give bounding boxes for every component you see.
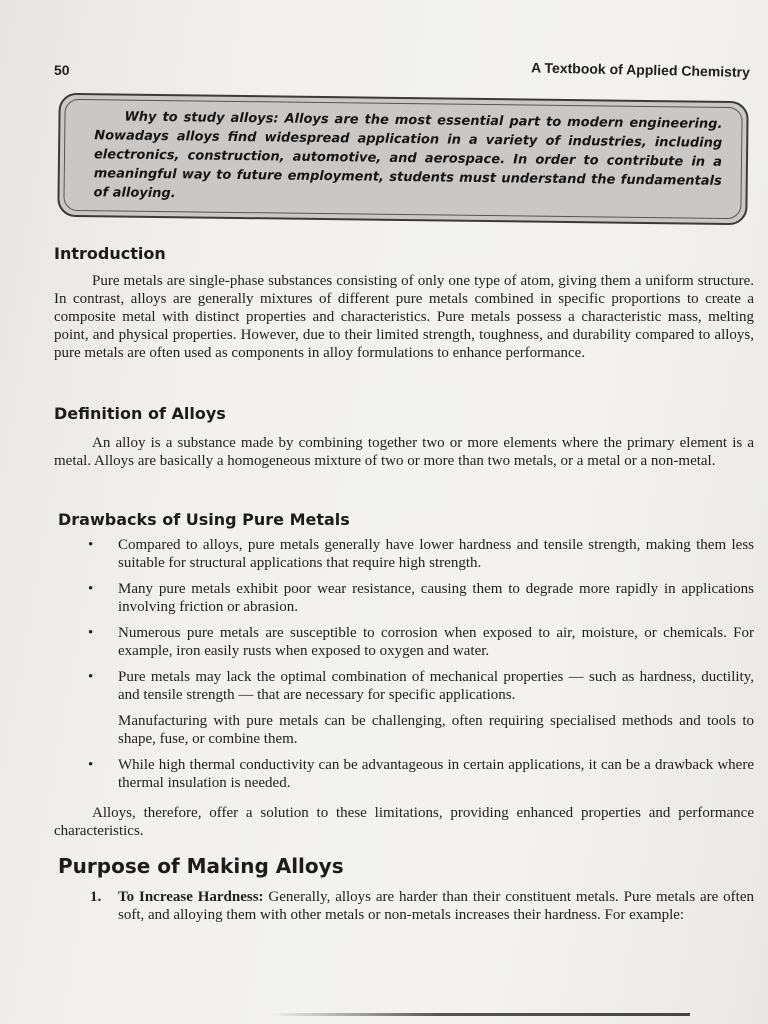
introduction-paragraph: Pure metals are single-phase substances consisting of only one type of atom, giving them a uniform structure. In contrast, alloys are generally mixtures of different pure metals combined in specific proportions to create a composite metal with distinct properties and characteristics. Pure metals possess a characteristic mass, melting point, and physical properties. However, due to their limited strength, toughness, and durability compared to alloys, pure metals are often used as components in alloy formulations to enhance performance. <box>54 273 754 361</box>
page-edge-shadow <box>270 1013 690 1016</box>
item-title: To Increase Hardness: <box>118 889 269 905</box>
page-number: 50 <box>54 62 70 78</box>
definition-heading: Definition of Alloys <box>54 404 226 423</box>
list-item <box>84 712 754 748</box>
list-item <box>84 580 754 616</box>
bullet-icon: • <box>88 625 94 641</box>
book-title: A Textbook of Applied Chemistry <box>531 59 751 80</box>
item-text: Generally, alloys are harder than their constituent metals. Pure metals are often soft, and alloying them with other metals or non-metals increases their hardness. For example: <box>118 889 755 923</box>
item-number: 1. <box>90 889 102 905</box>
drawbacks-conclusion: Alloys, therefore, offer a solution to these limitations, providing enhanced properties and performance characteristics. <box>54 805 754 839</box>
drawback-text: Compared to alloys, pure metals generally have lower hardness and tensile strength, making them less suitable for structural applications that require high strength. <box>118 537 754 571</box>
list-item <box>84 668 754 704</box>
drawbacks-heading: Drawbacks of Using Pure Metals <box>58 510 350 529</box>
bullet-icon: • <box>88 537 94 553</box>
introduction-heading: Introduction <box>54 244 166 263</box>
bullet-icon: • <box>88 669 94 685</box>
why-study-callout-box <box>57 93 748 225</box>
drawback-text: While high thermal conductivity can be advantageous in certain applications, it can be a drawback where thermal insulation is needed. <box>118 757 754 791</box>
purpose-item-1 <box>90 888 754 924</box>
definition-paragraph: An alloy is a substance made by combining together two or more elements where the primary element is a metal. Alloys are basically a homogeneous mixture of two or more than two metals, or a metal or a non-metal. <box>54 435 754 469</box>
list-item <box>84 756 754 792</box>
callout-text: Why to study alloys: Alloys are the most essential part to modern engineering. Nowadays alloys find widespread application in a variety of industries, including electronics, construction, automotive, and aerospace. In order to contribute in a meaningful way to future employment, students must understand the fundamentals of alloying. <box>93 109 723 202</box>
list-item <box>84 536 754 572</box>
bullet-icon: • <box>88 581 94 597</box>
drawback-text: Manufacturing with pure metals can be challenging, often requiring specialised methods and tools to shape, fuse, or combine them. <box>118 713 754 747</box>
drawbacks-list <box>84 536 754 792</box>
list-item <box>84 624 754 660</box>
drawback-text: Pure metals may lack the optimal combination of mechanical properties — such as hardness, ductility, and tensile strength — that are necessary for specific applications. <box>118 669 754 703</box>
drawback-text: Numerous pure metals are susceptible to corrosion when exposed to air, moisture, or chemicals. For example, iron easily rusts when exposed to oxygen and water. <box>118 625 754 659</box>
bullet-icon: • <box>88 757 94 773</box>
purpose-heading: Purpose of Making Alloys <box>58 854 344 878</box>
drawback-text: Many pure metals exhibit poor wear resistance, causing them to degrade more rapidly in applications involving friction or abrasion. <box>118 581 754 615</box>
